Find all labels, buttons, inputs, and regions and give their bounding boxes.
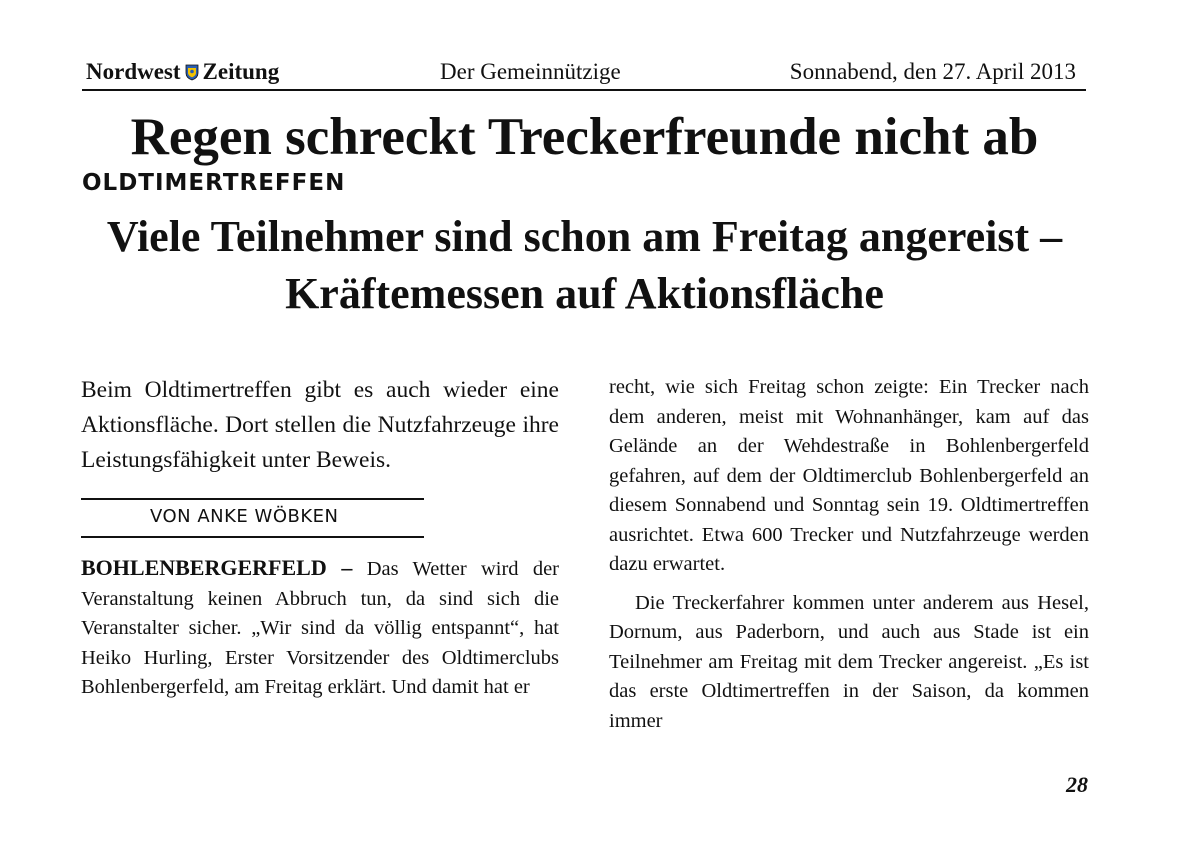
coat-of-arms-icon: [185, 64, 199, 81]
body-paragraph-2: Die Treckerfahrer kommen unter anderem aus Hesel, Dornum, aus Paderborn, und auch aus Stade ist ein Teilnehmer am Freitag mit dem Trecker angereist. „Es ist das erste Oldtimertreffen in der Saison, da kommen immer: [609, 591, 1089, 732]
body-paragraph-1-start: [81, 553, 559, 703]
column-right: [609, 373, 1089, 736]
dateline: BOHLENBERGERFELD –: [81, 555, 353, 580]
brand-left: Nordwest: [86, 59, 181, 84]
brand-right: Zeitung: [202, 59, 280, 84]
subheadline: [0, 208, 1169, 322]
kicker: OLDTIMERTREFFEN: [82, 170, 346, 196]
intro-text: Beim Oldtimertreffen gibt es auch wieder eine Aktionsfläche. Dort stellen die Nutzfahrzeuge ihre Leistungsfähigkeit unter Beweis.: [81, 377, 559, 473]
page-number: 28: [1066, 772, 1088, 797]
byline: VON ANKE WÖBKEN: [150, 506, 339, 527]
newspaper-brand: [86, 59, 279, 85]
issue-date: Sonnabend, den 27. April 2013: [789, 59, 1076, 84]
headline: Regen schreckt Treckerfreunde nicht ab: [130, 108, 1039, 166]
byline-box: [81, 498, 424, 538]
masthead: [82, 57, 1086, 91]
section-name: Der Gemeinnützige: [440, 59, 621, 84]
column-left: [81, 373, 559, 703]
body-text: Das Wetter wird der Veranstaltung keinen Abbruch tun, da sind sich die Veranstalter sicher. „Wir sind da völlig entspannt“, hat Heiko Hurling, Erster Vorsitzender des Oldtimerclubs Bohlenbergerfeld, am Freitag erklärt. Und damit hat er: [81, 558, 560, 698]
body-paragraph-1-continued: recht, wie sich Freitag schon zeigte: Ein Trecker nach dem anderen, meist mit Wohnanhänger, kam auf das Gelände an der Wehdestraße in Bohlenbergerfeld gefahren, auf dem der Oldtimerclub Bohlenbergerfeld an diesem Sonnabend und Sonntag sein 19. Oldtimertreffen ausrichtet. Etwa 600 Trecker und Nutzfahrzeuge werden dazu erwartet.: [609, 376, 1089, 575]
subheadline-text: Viele Teilnehmer sind schon am Freitag angereist – Kräftemessen auf Aktionsfläche: [106, 212, 1063, 318]
